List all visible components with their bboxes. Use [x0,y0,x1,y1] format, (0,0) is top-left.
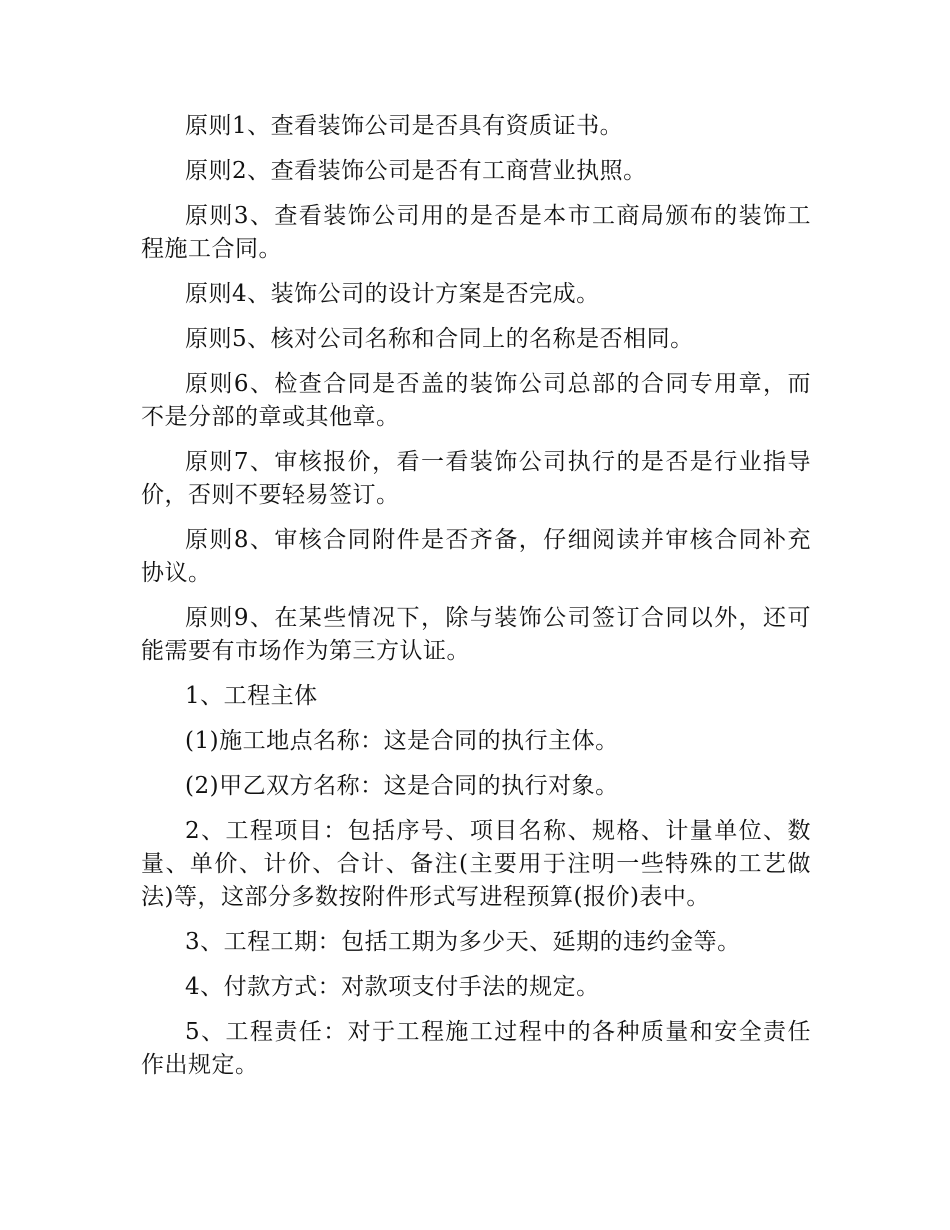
section-project-items: 2、工程项目：包括序号、项目名称、规格、计量单位、数量、单价、计价、合计、备注(主要用于注明一些特殊的工艺做法)等，这部分多数按附件形式写进程预算(报价)表中。 [141,818,811,910]
principle-9: 原则9、在某些情况下，除与装饰公司签订合同以外，还可能需要有市场作为第三方认证。 [141,605,811,664]
principle-7: 原则7、审核报价，看一看装饰公司执行的是否是行业指导价，否则不要轻易签订。 [141,449,811,508]
section-payment-method: 4、付款方式：对款项支付手法的规定。 [185,974,600,1000]
document-body [141,110,811,1094]
principle-4: 原则4、装饰公司的设计方案是否完成。 [185,281,600,307]
section-project-subject: 1、工程主体 [185,683,318,709]
item-construction-site: (1)施工地点名称：这是合同的执行主体。 [185,728,619,754]
principle-5: 原则5、核对公司名称和合同上的名称是否相同。 [185,326,694,352]
principle-2: 原则2、查看装饰公司是否有工商营业执照。 [185,158,647,184]
item-party-names: (2)甲乙双方名称：这是合同的执行对象。 [185,773,619,799]
principle-3: 原则3、查看装饰公司用的是否是本市工商局颁布的装饰工程施工合同。 [141,203,811,262]
principle-1: 原则1、查看装饰公司是否具有资质证书。 [185,113,624,139]
section-project-duration: 3、工程工期：包括工期为多少天、延期的违约金等。 [185,929,741,955]
principle-8: 原则8、审核合同附件是否齐备，仔细阅读并审核合同补充协议。 [141,527,811,586]
principle-6: 原则6、检查合同是否盖的装饰公司总部的合同专用章，而不是分部的章或其他章。 [141,371,811,430]
section-project-responsibility: 5、工程责任：对于工程施工过程中的各种质量和安全责任作出规定。 [141,1019,811,1078]
